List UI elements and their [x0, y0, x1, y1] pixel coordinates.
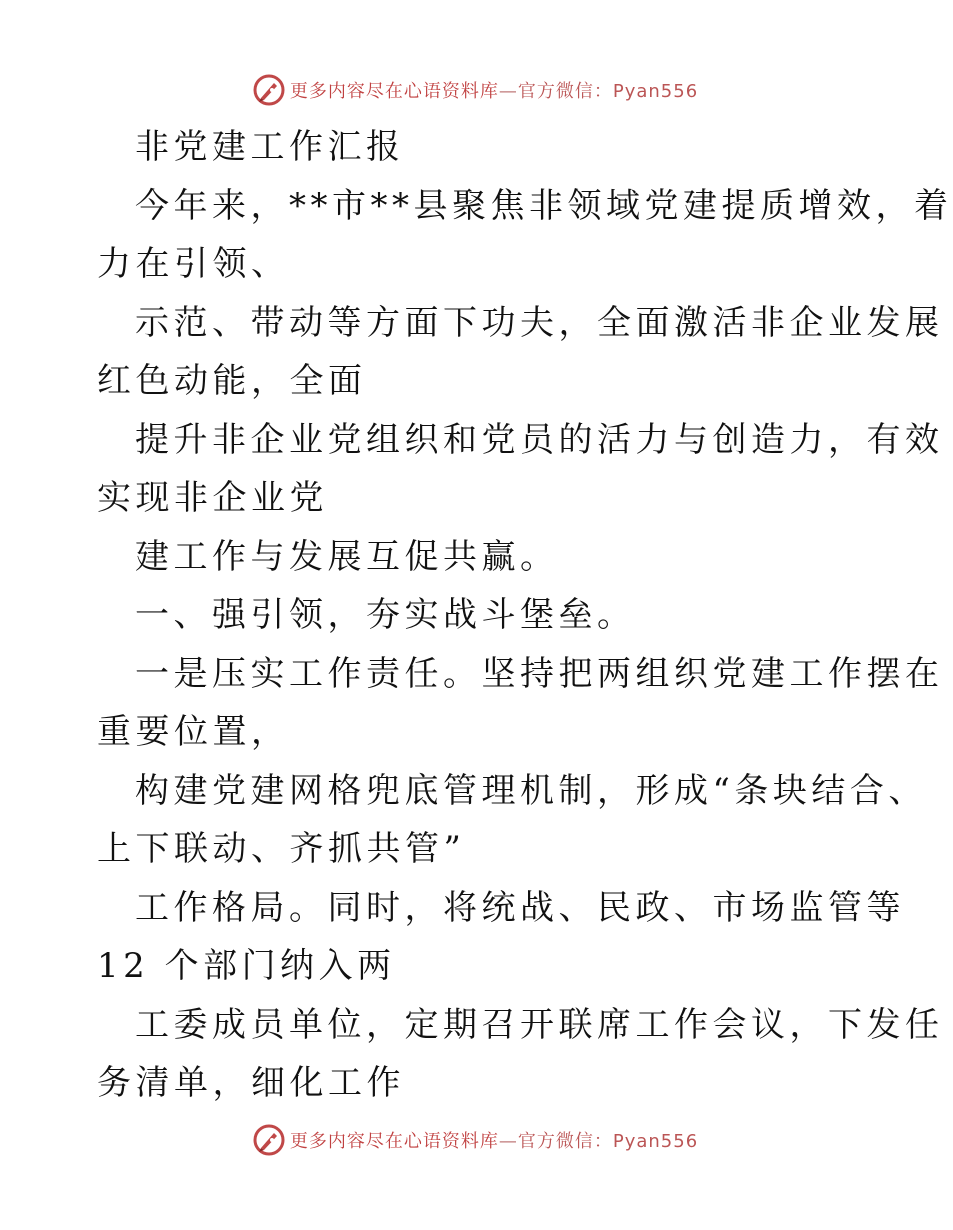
watermark-wechat: 官方微信：Pyan556 — [517, 81, 699, 102]
section-heading: 一、强引领，夯实战斗堡垒。 — [135, 595, 636, 635]
text-line: 红色动能，全面 — [97, 361, 367, 401]
text-line: 工作格局。同时，将统战、民政、市场监管等 — [135, 887, 905, 928]
text-line: 非党建工作汇报 — [135, 127, 405, 167]
text-line: 12 个部门纳入两 — [97, 946, 396, 986]
pen-logo-icon — [252, 1123, 286, 1157]
watermark-separator: — — [498, 81, 518, 102]
text-line: 力在引领、 — [97, 244, 290, 284]
text-line: 工委成员单位，定期召开联席工作会议，下发任 — [135, 1004, 944, 1045]
text-line: 务清单，细化工作 — [97, 1063, 405, 1103]
text-line: 实现非企业党 — [97, 478, 328, 518]
text-line: 建工作与发展互促共赢。 — [135, 536, 559, 577]
text-line: 今年来，**市**县聚焦非领域党建提质增效，着 — [135, 185, 953, 226]
watermark-brand: 更多内容尽在心语资料库 — [289, 1131, 499, 1152]
watermark-text — [290, 77, 698, 103]
text-line: 构建党建网格兜底管理机制，形成“条块结合、 — [135, 770, 927, 811]
footer-watermark — [0, 1120, 950, 1160]
watermark-text — [290, 1127, 698, 1153]
text-line: 示范、带动等方面下功夫，全面激活非企业发展 — [135, 302, 944, 343]
text-line: 一是压实工作责任。坚持把两组织党建工作摆在 — [135, 653, 944, 694]
watermark-brand: 更多内容尽在心语资料库 — [289, 81, 499, 102]
watermark-separator: — — [498, 1131, 518, 1152]
document-body — [97, 118, 953, 1113]
text-line: 重要位置， — [97, 712, 290, 752]
text-line: 提升非企业党组织和党员的活力与创造力，有效 — [135, 419, 944, 460]
watermark-wechat: 官方微信：Pyan556 — [517, 1131, 699, 1152]
pen-logo-icon — [252, 73, 286, 107]
header-watermark — [0, 70, 950, 110]
text-line: 上下联动、齐抓共管” — [97, 829, 466, 869]
